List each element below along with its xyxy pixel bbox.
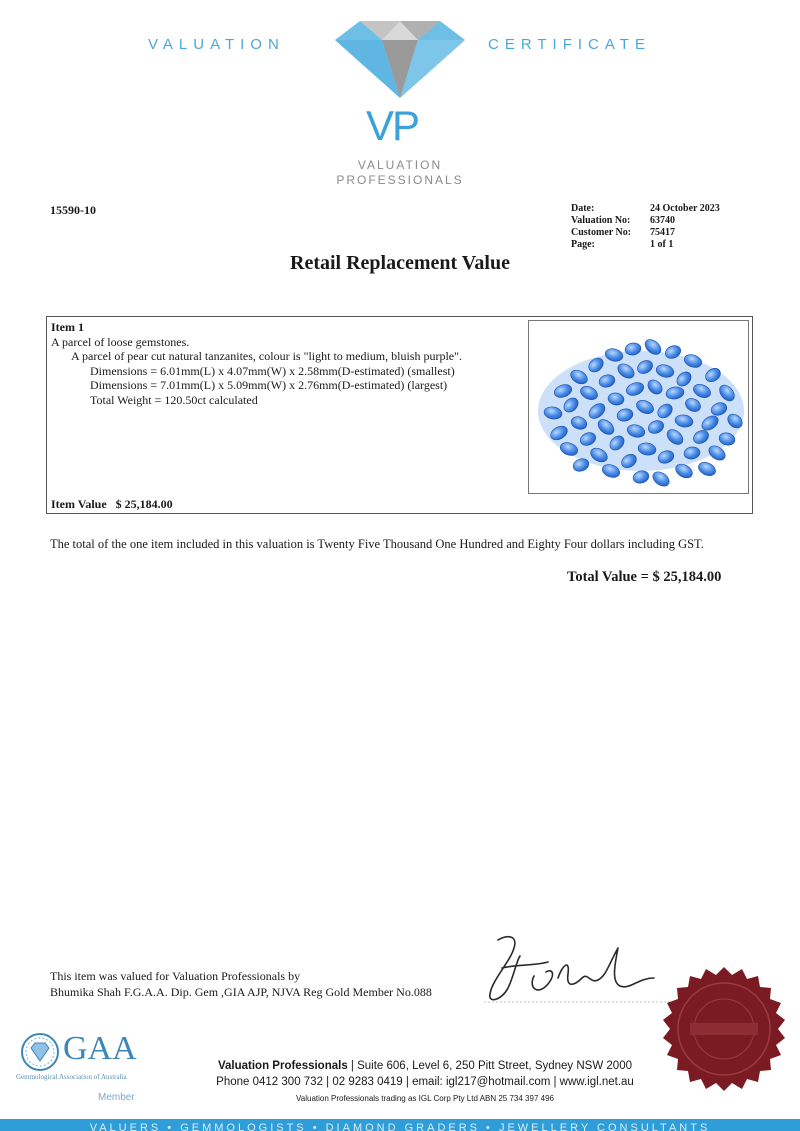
- footer-contact: [150, 1058, 700, 1090]
- meta-block: [571, 203, 731, 251]
- header-left-word: VALUATION: [148, 36, 285, 53]
- footer-trading: Valuation Professionals trading as IGL Corp Pty Ltd ABN 25 734 397 496: [296, 1094, 554, 1103]
- item-box: [46, 316, 753, 514]
- item-line-5: Total Weight = 120.50ct calculated: [90, 392, 258, 407]
- total-value-row: [567, 569, 721, 586]
- gaa-emblem-icon: [20, 1032, 60, 1072]
- page-value: 1 of 1: [650, 239, 674, 250]
- tanzanite-parcel-image: [529, 321, 748, 493]
- logo-line2: PROFESSIONALS: [336, 173, 464, 187]
- valuation-value: 63740: [650, 215, 675, 226]
- total-value-label: Total Value =: [567, 569, 649, 585]
- item-heading: Item 1: [51, 320, 84, 334]
- total-value: $ 25,184.00: [652, 569, 722, 585]
- reference-number: 15590-10: [50, 203, 96, 217]
- header-right-word: CERTIFICATE: [488, 36, 651, 53]
- logo-line1: VALUATION: [357, 158, 443, 172]
- gaa-member: Member: [98, 1092, 135, 1103]
- item-value-row: [51, 497, 173, 512]
- customer-label: Customer No:: [571, 227, 632, 238]
- logo-letters: VP: [366, 102, 419, 149]
- valuation-label: Valuation No:: [571, 215, 631, 226]
- item-value: $ 25,184.00: [115, 497, 173, 511]
- diamond-logo-icon: [330, 18, 470, 100]
- footer-strip: VALUERS • GEMMOLOGISTS • DIAMOND GRADERS • JEWELLERY CONSULTANTS: [0, 1119, 800, 1131]
- item-description: [51, 320, 521, 407]
- date-label: Date:: [571, 203, 595, 214]
- document-title: Retail Replacement Value: [290, 252, 510, 274]
- customer-value: 75417: [650, 227, 675, 238]
- date-value: 24 October 2023: [650, 203, 720, 214]
- item-value-label: Item Value: [51, 497, 107, 511]
- footer-company: Valuation Professionals: [217, 1060, 348, 1072]
- valuer-line-2: Bhumika Shah F.G.A.A. Dip. Gem ,GIA AJP, NJVA Reg Gold Member No.088: [50, 985, 432, 999]
- item-line-1: A parcel of loose gemstones.: [51, 334, 190, 349]
- item-line-4: Dimensions = 7.01mm(L) x 5.09mm(W) x 2.76mm(D-estimated) (largest): [90, 378, 448, 392]
- page-label: Page:: [571, 239, 595, 250]
- item-line-2: A parcel of pear cut natural tanzanites, colour is "light to medium, bluish purple".: [71, 349, 463, 363]
- footer-address: | Suite 606, Level 6, 250 Pitt Street, Sydney NSW 2000: [350, 1060, 632, 1072]
- footer-contact-line: Phone 0412 300 732 | 02 9283 0419 | email: igl217@hotmail.com | www.igl.net.au: [216, 1076, 634, 1088]
- gemstone-photo-frame: [528, 320, 749, 494]
- signature: [478, 928, 678, 1018]
- gaa-subtitle: Gemmological Association of Australia: [16, 1073, 127, 1081]
- gaa-name: GAA: [63, 1030, 137, 1067]
- item-line-3: Dimensions = 6.01mm(L) x 4.07mm(W) x 2.58mm(D-estimated) (smallest): [90, 363, 455, 378]
- logo-subtitle: [320, 158, 480, 188]
- valuation-summary: The total of the one item included in this valuation is Twenty Five Thousand One Hundred and Eighty Four dollars including GST.: [50, 537, 704, 551]
- valuer-statement: [50, 968, 432, 1000]
- valuer-line-1: This item was valued for Valuation Professionals by: [50, 969, 301, 983]
